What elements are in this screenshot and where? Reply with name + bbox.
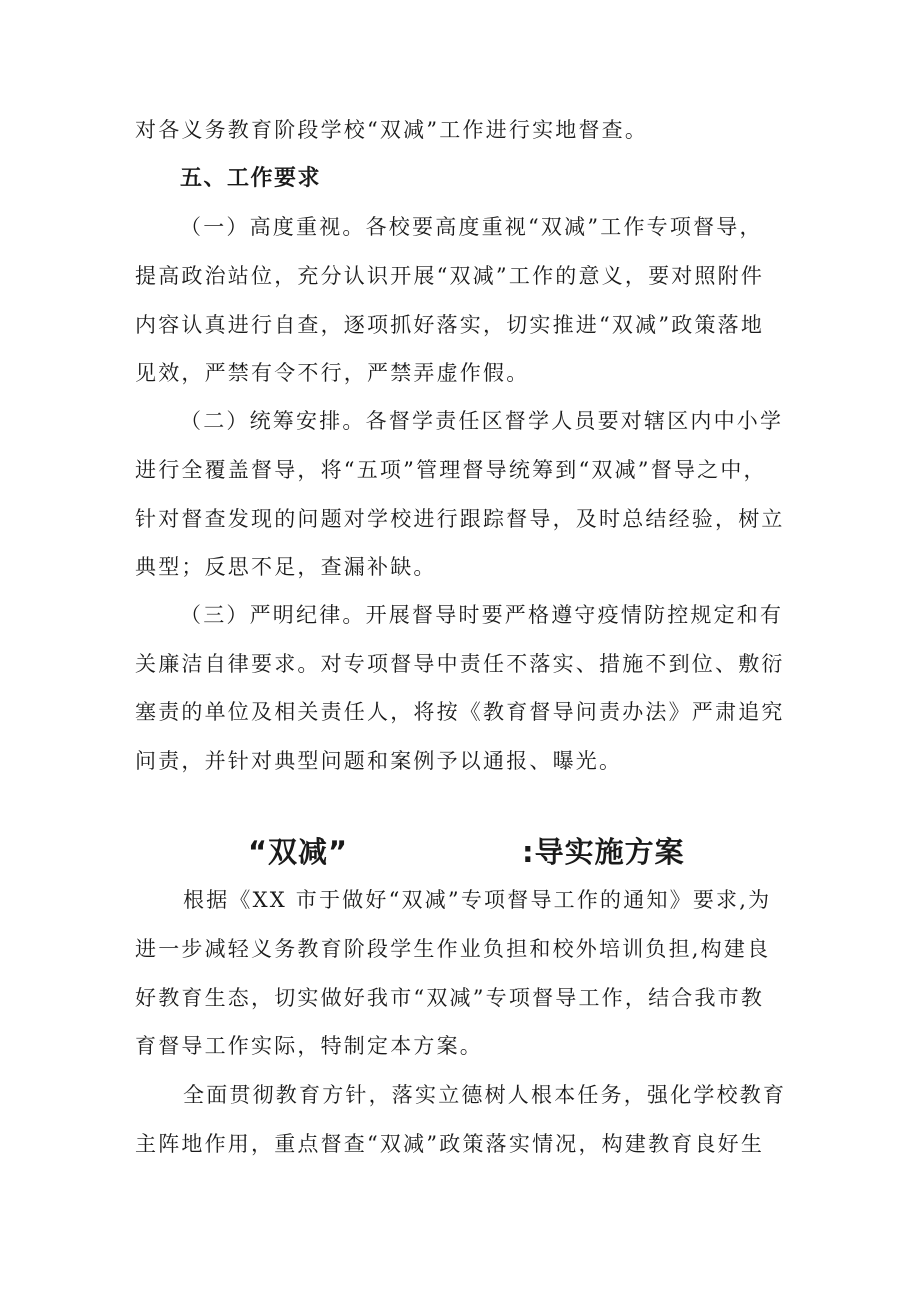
title-left-part: “双减” <box>248 835 349 869</box>
section-heading: 五、工作要求 <box>180 166 322 191</box>
text-line: 进行全覆盖督导，将“五项”管理督导统筹到“双减”督导之中， <box>135 458 767 482</box>
text-line: （一）高度重视。各校要高度重视“双减”工作专项督导， <box>180 215 763 239</box>
text-line: 关廉洁自律要求。对专项督导中责任不落实、措施不到位、敷衍 <box>135 652 785 676</box>
text-line: 对各义务教育阶段学校“双减”工作进行实地督查。 <box>135 118 649 142</box>
text-line: 提高政治站位，充分认识开展“双减”工作的意义，要对照附件 <box>135 264 765 288</box>
text-line: 全面贯彻教育方针，落实立德树人根本任务，强化学校教育 <box>183 1083 787 1107</box>
title-right-part: :导实施方案 <box>522 835 685 869</box>
text-line: 问责，并针对典型问题和案例予以通报、曝光。 <box>135 749 623 773</box>
text-line: 进一步减轻义务教育阶段学生作业负担和校外培训负担,构建良 <box>135 937 771 961</box>
text-line: （三）严明纪律。开展督导时要严格遵守疫情防控规定和有 <box>180 603 784 627</box>
text-line: 根据《XX 市于做好“双减”专项督导工作的通知》要求,为 <box>183 888 772 912</box>
text-line: 针对督查发现的问题对学校进行跟踪督导，及时总结经验，树立 <box>135 507 785 531</box>
text-line: 主阵地作用，重点督查“双减”政策落实情况，构建教育良好生 <box>135 1132 765 1156</box>
text-line: 内容认真进行自查，逐项抓好落实，切实推进“双减”政策落地 <box>135 313 765 337</box>
text-line: 好教育生态，切实做好我市“双减”专项督导工作，结合我市教 <box>135 986 765 1010</box>
text-line: 见效，严禁有令不行，严禁弄虚作假。 <box>135 361 530 385</box>
text-line: 典型；反思不足，查漏补缺。 <box>135 555 437 579</box>
text-line: （二）统筹安排。各督学责任区督学人员要对辖区内中小学 <box>180 409 784 433</box>
text-line: 育督导工作实际，特制定本方案。 <box>135 1034 483 1058</box>
text-line: 塞责的单位及相关责任人，将按《教育督导问责办法》严肃追究 <box>135 700 785 724</box>
